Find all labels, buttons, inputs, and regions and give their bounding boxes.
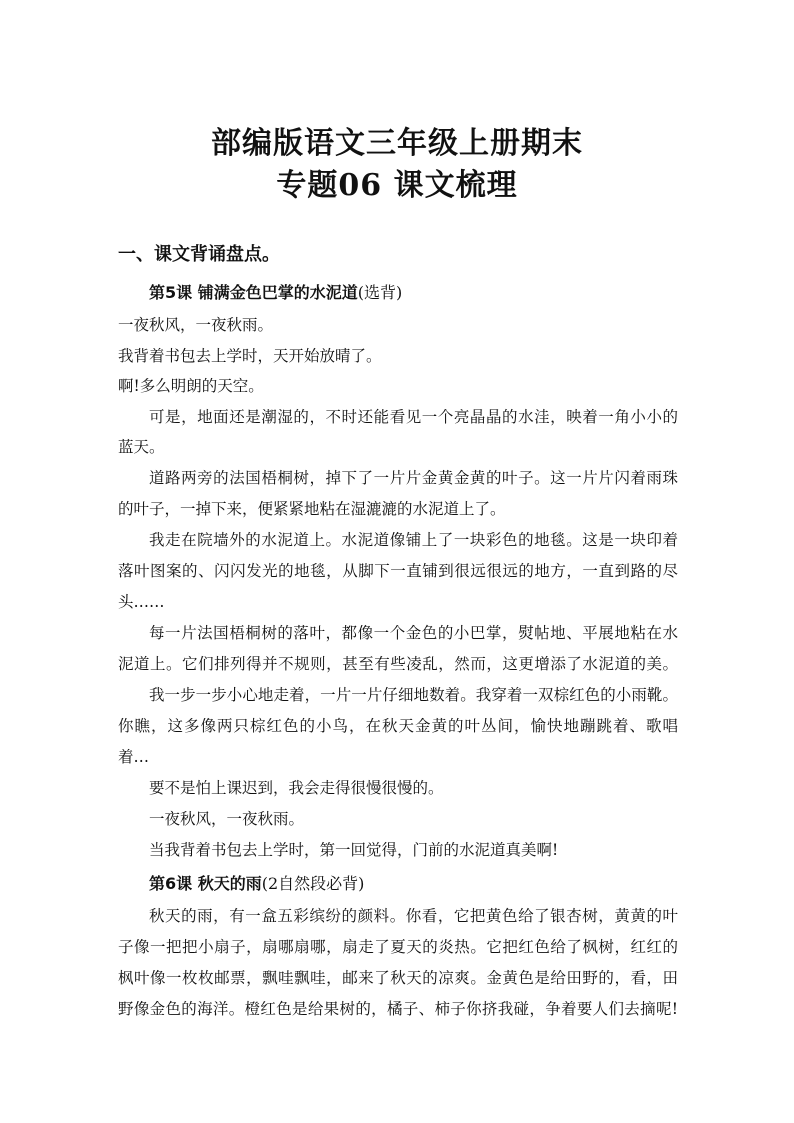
lesson5-heading — [149, 280, 402, 303]
text-line: 一夜秋风，一夜秋雨。 — [149, 810, 305, 828]
text-line: 啊!多么明朗的天空。 — [118, 377, 264, 395]
text-line: 每一片法国梧桐树的落叶，都像一个金色的小巴掌，熨帖地、平展地粘在水 — [149, 624, 678, 642]
text-line: 我走在院墙外的水泥道上。水泥道像铺上了一块彩色的地毯。这是一块印着 — [149, 531, 678, 549]
text-line: 蓝天。 — [118, 438, 165, 456]
lesson5-note: (选背) — [357, 283, 403, 302]
document-subtitle: 专题06 课文梳理 — [276, 168, 518, 203]
text-line: 落叶图案的、闪闪发光的地毯，从脚下一直铺到很远很远的地方，一直到路的尽 — [118, 562, 678, 580]
text-line: 当我背着书包去上学时，第一回觉得，门前的水泥道真美啊! — [149, 841, 559, 859]
document-title: 部编版语文三年级上册期末 — [211, 126, 583, 161]
lesson6-note: (2自然段必背) — [261, 874, 365, 893]
text-line: 泥道上。它们排列得并不规则，甚至有些凌乱，然而，这更增添了水泥道的美。 — [118, 655, 678, 673]
text-line: 着… — [118, 748, 150, 766]
text-line: 道路两旁的法国梧桐树，掉下了一片片金黄金黄的叶子。这一片片闪着雨珠 — [149, 469, 678, 487]
lesson6-title: 第6课 秋天的雨 — [149, 874, 262, 893]
text-line: 可是，地面还是潮湿的，不时还能看见一个亮晶晶的水洼，映着一角小小的 — [149, 408, 678, 426]
text-line: 我背着书包去上学时，天开始放晴了。 — [118, 347, 382, 365]
text-line: 枫叶像一枚枚邮票，飘哇飘哇，邮来了秋天的凉爽。金黄色是给田野的，看，田 — [118, 969, 678, 987]
section-heading: 一、课文背诵盘点。 — [118, 244, 280, 265]
lesson5-title: 第5课 铺满金色巴掌的水泥道 — [149, 283, 358, 302]
text-line: 的叶子，一掉下来，便紧紧地粘在湿漉漉的水泥道上了。 — [118, 500, 506, 518]
text-line: 你瞧，这多像两只棕红色的小鸟，在秋天金黄的叶丛间，愉快地蹦跳着、歌唱 — [118, 717, 678, 735]
text-line: 子像一把把小扇子，扇哪扇哪，扇走了夏天的炎热。它把红色给了枫树，红红的 — [118, 938, 678, 956]
text-line: 要不是怕上课迟到，我会走得很慢很慢的。 — [149, 779, 444, 797]
text-line: 一夜秋风，一夜秋雨。 — [118, 316, 274, 334]
text-line: 我一步一步小心地走着，一片一片仔细地数着。我穿着一双棕红色的小雨靴。 — [149, 686, 678, 704]
text-line: 头…… — [118, 593, 165, 611]
lesson6-heading — [149, 871, 364, 894]
text-line: 秋天的雨，有一盒五彩缤纷的颜料。你看，它把黄色给了银杏树，黄黄的叶 — [149, 907, 678, 925]
text-line: 野像金色的海洋。橙红色是给果树的，橘子、柿子你挤我碰，争着要人们去摘呢! — [118, 1000, 678, 1018]
